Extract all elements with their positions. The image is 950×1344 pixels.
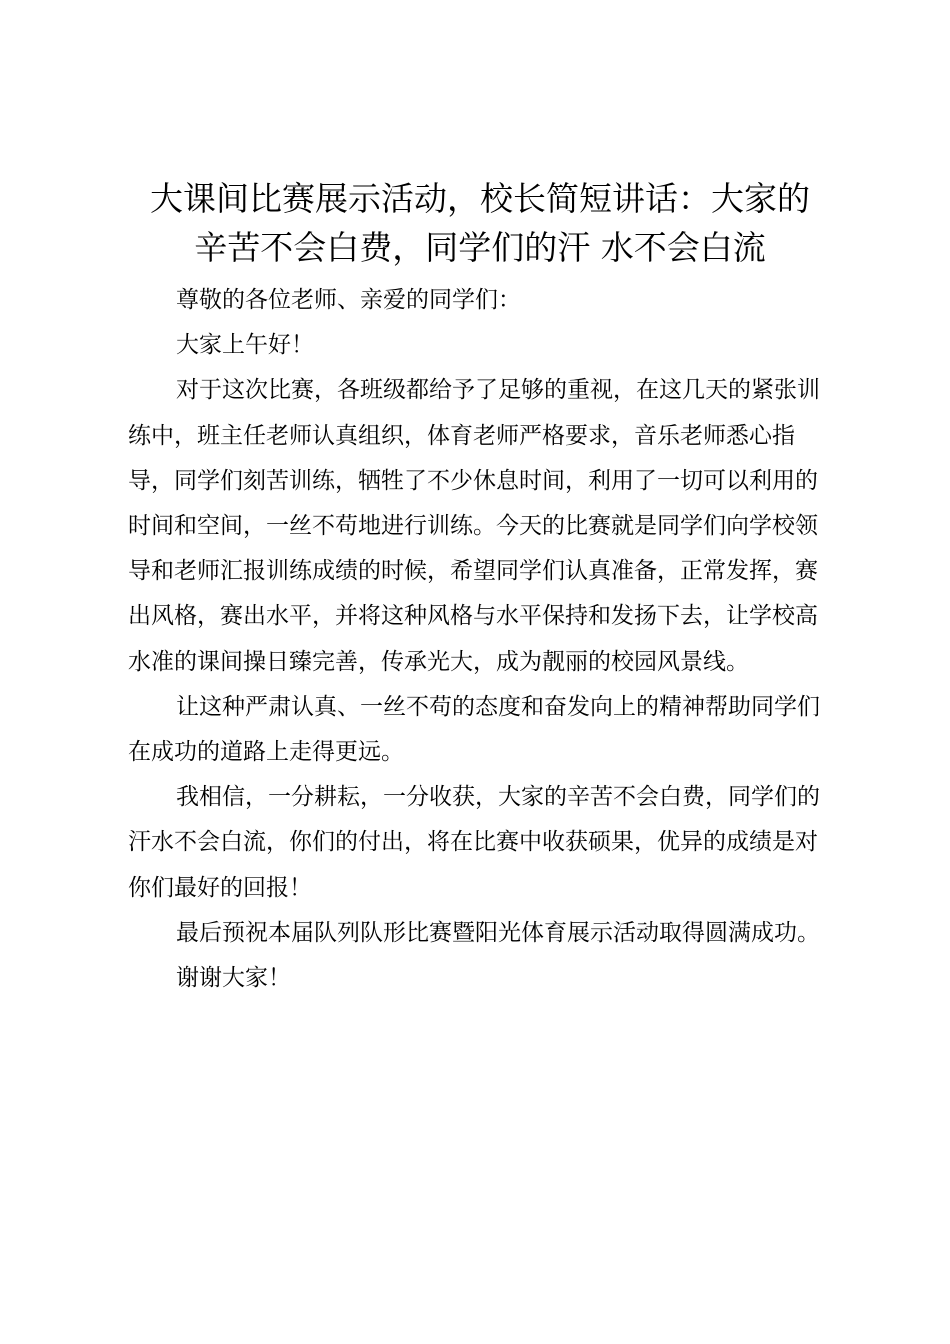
greeting: 大家上午好！	[176, 332, 314, 359]
body-paragraph: 让这种严肃认真、一丝不苟的态度和奋发向上的精神帮助同学们在成功的道路上走得更远。	[128, 693, 820, 766]
body-paragraph: 对于这次比赛，各班级都给予了足够的重视，在这几天的紧张训练中，班主任老师认真组织，体育老师严格要求，音乐老师悉心指导，同学们刻苦训练，牺牲了不少休息时间，利用了一切可以利用的时间和空间，一丝不苟地进行训练。今天的比赛就是同学们向学校领导和老师汇报训练成绩的时候，希望同学们认真准备，正常发挥，赛出风格，赛出水平，并将这种风格与水平保持和发扬下去，让学校高水准的课间操日臻完善，传承光大，成为靓丽的校园风景线。	[128, 377, 820, 675]
title-line-2: 辛苦不会白费，同学们的汗 水不会白流	[194, 228, 766, 267]
title-line-1: 大课间比赛展示活动，校长简短讲话：大家的	[150, 179, 810, 218]
body-paragraph: 我相信，一分耕耘，一分收获，大家的辛苦不会白费，同学们的汗水不会白流，你们的付出，将在比赛中收获硕果，优异的成绩是对你们最好的回报！	[128, 784, 820, 901]
thanks: 谢谢大家！	[176, 965, 291, 992]
document-body	[128, 278, 834, 1001]
salutation: 尊敬的各位老师、亲爱的同学们：	[176, 287, 521, 313]
closing-wish: 最后预祝本届队列队形比赛暨阳光体育展示活动取得圆满成功。	[176, 919, 820, 946]
document-title	[100, 174, 860, 272]
